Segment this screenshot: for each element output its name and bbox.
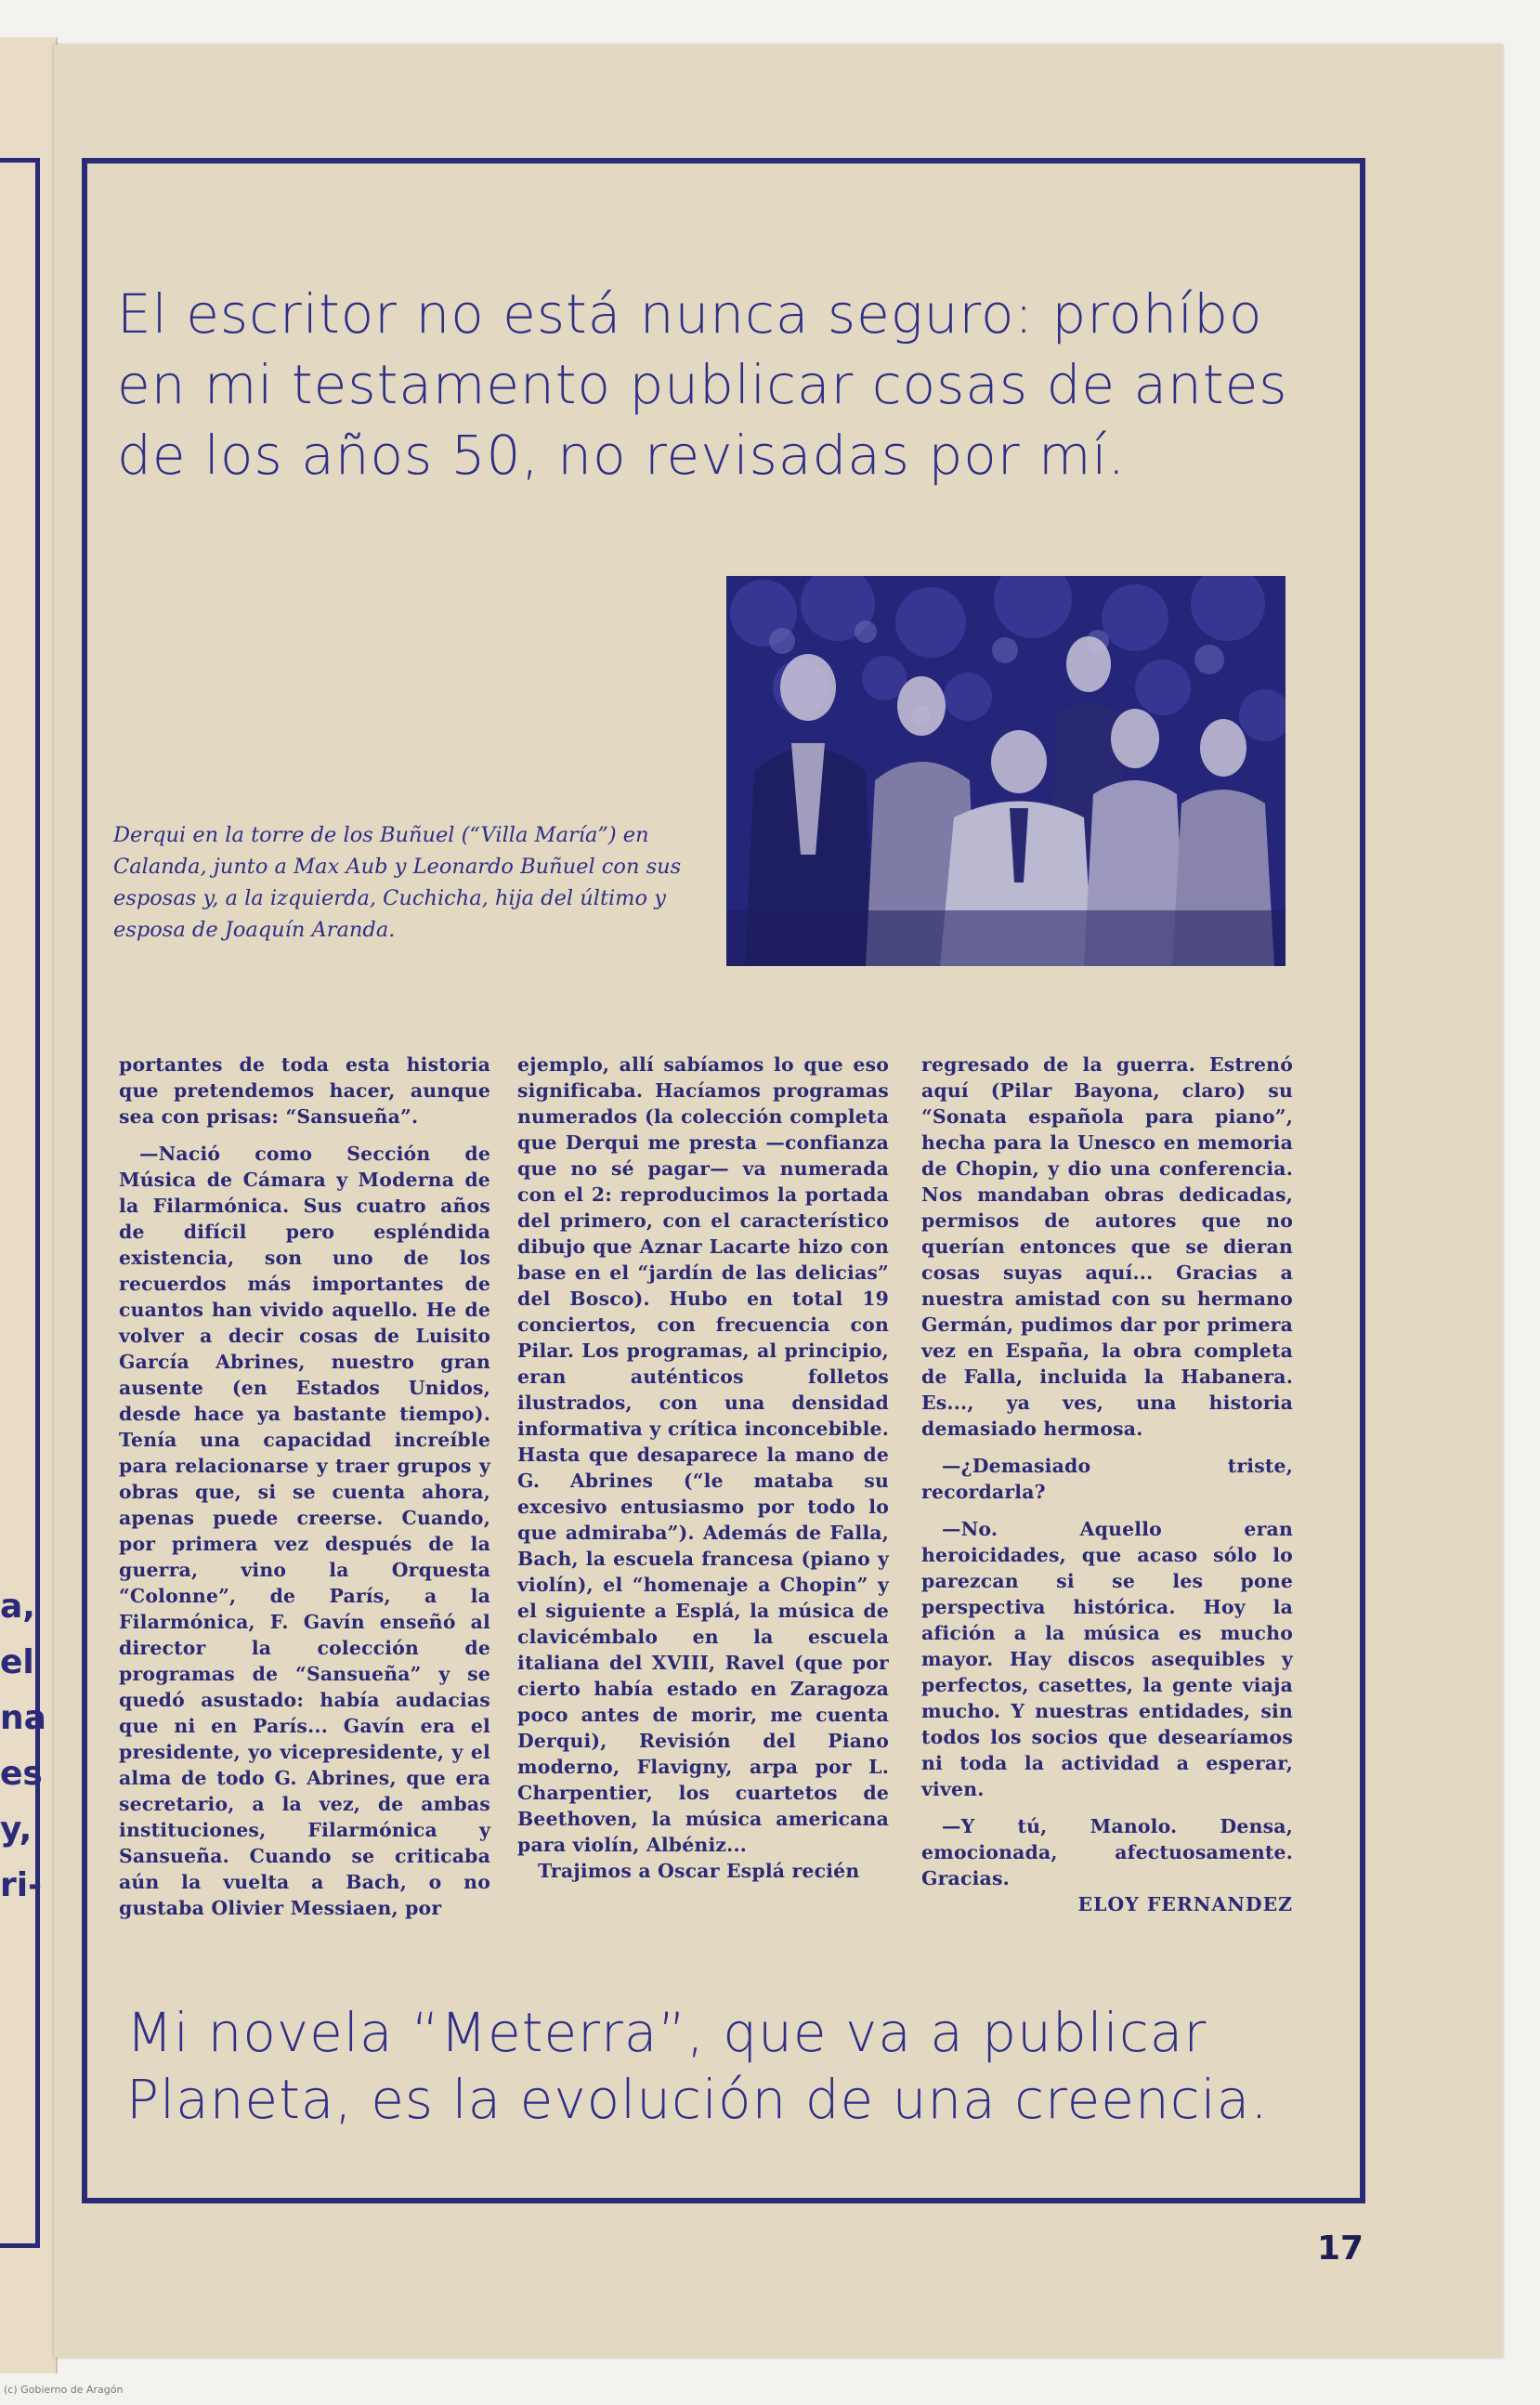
article-paragraph: —Y tú, Manolo. Densa, emocionada, afectuosamente. Gracias. bbox=[921, 1815, 1293, 1889]
previous-page-fragment: na bbox=[0, 1699, 46, 1737]
group-photo bbox=[726, 576, 1286, 966]
previous-page-fragment: es bbox=[0, 1755, 43, 1793]
previous-page-frame bbox=[0, 158, 46, 2248]
article-paragraph: Trajimos a Oscar Esplá recién bbox=[538, 1860, 860, 1882]
article-paragraph: regresado de la guerra. Estrenó aquí (Pilar Bayona, claro) su “Sonata española para piano”, hecha para la Unesco en memoria de Chopin, y dio una conferencia. Nos mandaban obras dedicadas, permisos de autores que no querían entonces que se dieran cosas suyas aquí... Gracias a nuestra amistad con su hermano Germán, pudimos dar por primera vez en España, la obra completa de Falla, incluida la Habanera. Es..., ya ves, una historia demasiado hermosa. bbox=[921, 1053, 1293, 1440]
article-paragraph: —¿Demasiado triste, recordarla? bbox=[921, 1455, 1293, 1503]
headline-quote: El escritor no está nunca seguro: prohíbo en mi testamento publicar cosas de antes de los años 50, no revisadas por mí. bbox=[117, 282, 1288, 487]
article-column-1 bbox=[119, 1052, 490, 1921]
previous-page-fragment: y, bbox=[0, 1810, 33, 1849]
article-column-3 bbox=[921, 1052, 1293, 1917]
group-photo-image bbox=[726, 576, 1286, 966]
closing-quote: Mi novela “Meterra”, que va a publicar Planeta, es la evolución de una creencia. bbox=[126, 2001, 1269, 2131]
article-paragraph: —No. Aquello eran heroicidades, que acaso sólo lo parezcan si se les pone perspectiva histórica. Hoy la afición a la música es mucho mayor. Hay discos asequibles y perfectos, casettes, la gente viaja mucho. Y nuestras entidades, sin todos los socios que desearíamos ni toda la actividad a esperar, viven. bbox=[921, 1518, 1293, 1800]
previous-page-edge bbox=[0, 37, 58, 2373]
previous-page-fragment: ri- bbox=[0, 1866, 43, 1904]
page-number: 17 bbox=[1317, 2229, 1364, 2268]
author-signature: ELOY FERNANDEZ bbox=[1077, 1893, 1293, 1915]
previous-page-fragment: a, bbox=[0, 1588, 35, 1626]
article-paragraph: portantes de toda esta historia que pretendemos hacer, aunque sea con prisas: “Sansueña”. bbox=[119, 1053, 490, 1128]
article-paragraph: —Nació como Sección de Música de Cámara y Moderna de la Filarmónica. Sus cuatro años de difícil pero espléndida existencia, son uno de los recuerdos más importantes de cuantos han vivido aquello. He de volver a decir cosas de Luisito García Abrines, nuestro gran ausente (en Estados Unidos, desde hace ya bastante tiempo). Tenía una capacidad increíble para relacionarse y traer grupos y obras que, si se cuenta ahora, apenas puede creerse. Cuando, por primera vez después de la guerra, vino la Orquesta “Colonne”, de París, a la Filarmónica, F. Gavín enseñó al director la colección de programas de “Sansueña” y se quedó asustado: había audacias que ni en París... Gavín era el presidente, yo vicepresidente, y el alma de todo G. Abrines, que era secretario, a la vez, de ambas instituciones, Filarmónica y Sansueña. Cuando se criticaba aún la vuelta a Bach, o no gustaba Olivier Messiaen, por bbox=[119, 1143, 490, 1919]
photo-caption: Derqui en la torre de los Buñuel (“Villa María”) en Calanda, junto a Max Aub y Leonardo Buñuel con sus esposas y, a la izquierda, Cuchicha, hija del último y esposa de Joaquín Aranda. bbox=[113, 823, 682, 942]
article-column-2 bbox=[517, 1052, 889, 1884]
scan-credit: (c) Gobierno de Aragón bbox=[4, 2384, 124, 2396]
article-paragraph: ejemplo, allí sabíamos lo que eso significaba. Hacíamos programas numerados (la colección completa que Derqui me presta —confianza que no sé pagar— va numerada con el 2: reproducimos la portada del primero, con el característico dibujo que Aznar Lacarte hizo con base en el “jardín de las delicias” del Bosco). Hubo en total 19 conciertos, con frecuencia con Pilar. Los programas, al principio, eran auténticos folletos ilustrados, con una densidad informativa y crítica inconcebible. Hasta que desaparece la mano de G. Abrines (“le mataba su excesivo entusiasmo por todo lo que admiraba”). Además de Falla, Bach, la escuela francesa (piano y violín), el “homenaje a Chopin” y el siguiente a Esplá, la música de clavicémbalo en la escuela italiana del XVIII, Ravel (que por cierto había estado en Zaragoza poco antes de morir, me cuenta Derqui), Revisión del Piano moderno, Flavigny, arpa por L. Charpentier, los cuartetos de Beethoven, la música americana para violín, Albéniz... bbox=[517, 1053, 889, 1856]
previous-page-fragment: el bbox=[0, 1643, 34, 1681]
